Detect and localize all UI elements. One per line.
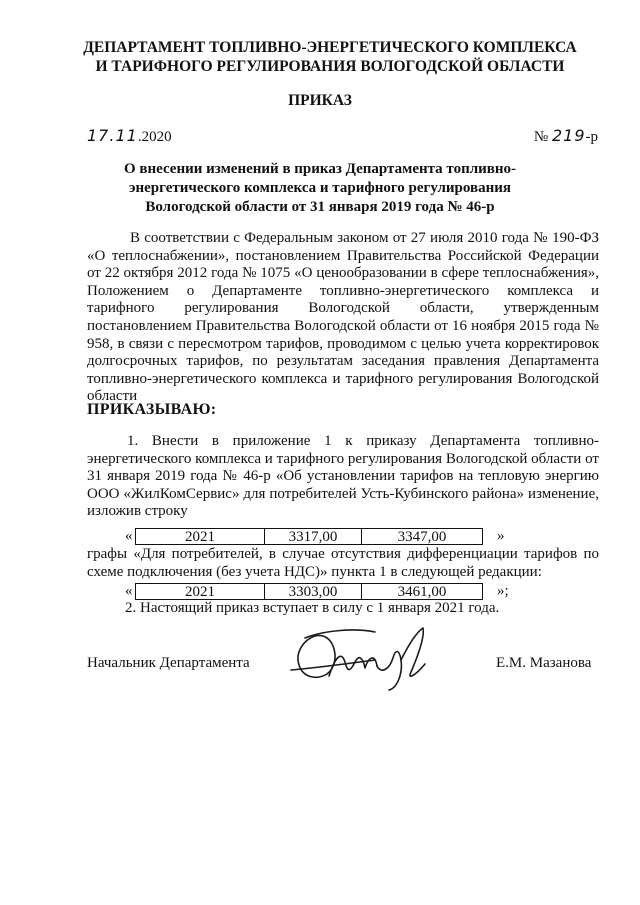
number-suffix: -р [585,129,598,145]
document-title: ПРИКАЗ [288,92,352,109]
signatory-name: Е.М. Мазанова [496,655,592,671]
date-handwritten: 17.11 [87,126,138,145]
new-year-cell: 2021 [135,583,265,600]
item-1-paragraph: 1. Внести в приложение 1 к приказу Департамента топливно-энергетического комплекса и тарифного регулирования Вологодской области от 31 января 2019 года № 46-р «Об установлении тарифов на тепловую энергию ООО «ЖилКомСервис» для потребителей Усть-Кубинского района» изменение, изложив строку [87,433,599,520]
number-prefix: № [533,129,549,145]
handwritten-signature [285,618,445,693]
order-number [534,126,598,146]
date-printed: .2020 [137,129,172,145]
order-word: ПРИКАЗЫВАЮ: [87,401,217,418]
new-value-1-cell: 3303,00 [264,583,362,600]
old-value-2-cell: 3347,00 [361,528,483,545]
preamble-paragraph: В соответствии с Федеральным законом от 27 июля 2010 года № 190-ФЗ «О теплоснабжении», постановлением Правительства Российской Федерации от 22 октября 2012 года № 1075 «О ценообразовании в сфере теплоснабжения», Положением о Департаменте топливно-энергетического комплекса и тарифного регулирования Вологодской области, утвержденным постановлением Правительства Вологодской области от 16 ноября 2015 года № 958, в связи с пересмотром тарифов, проводимом с целью учета корректировок долгосрочных тарифов, по результатам заседания правления Департамента топливно-энергетического комплекса и тарифного регулирования Вологодской области [87,230,599,405]
close-quote: » [497,528,505,544]
header-line-1: ДЕПАРТАМЕНТ ТОПЛИВНО-ЭНЕРГЕТИЧЕСКОГО КОМПЛЕКСА [83,39,577,56]
item-2-paragraph: 2. Настоящий приказ вступает в силу с 1 января 2021 года. [125,600,500,616]
open-quote: « [125,528,133,544]
number-handwritten: 219 [551,126,586,145]
old-year-cell: 2021 [135,528,265,545]
signatory-position: Начальник Департамента [87,655,250,671]
open-quote: « [125,583,133,599]
old-value-1-cell: 3317,00 [264,528,362,545]
header-line-2: И ТАРИФНОГО РЕГУЛИРОВАНИЯ ВОЛОГОДСКОЙ ОБЛАСТИ [95,58,565,75]
close-quote: »; [497,583,509,599]
order-subject: О внесении изменений в приказ Департамента топливно-энергетического комплекса и тарифного регулирования Вологодской области от 31 января 2019 года № 46-р [123,161,517,215]
new-value-2-cell: 3461,00 [361,583,483,600]
item-1-continuation: графы «Для потребителей, в случае отсутствия дифференциации тарифов по схеме подключения (без учета НДС)» пункта 1 в следующей редакции: [87,546,599,580]
order-date [87,126,172,146]
department-header [60,38,600,76]
